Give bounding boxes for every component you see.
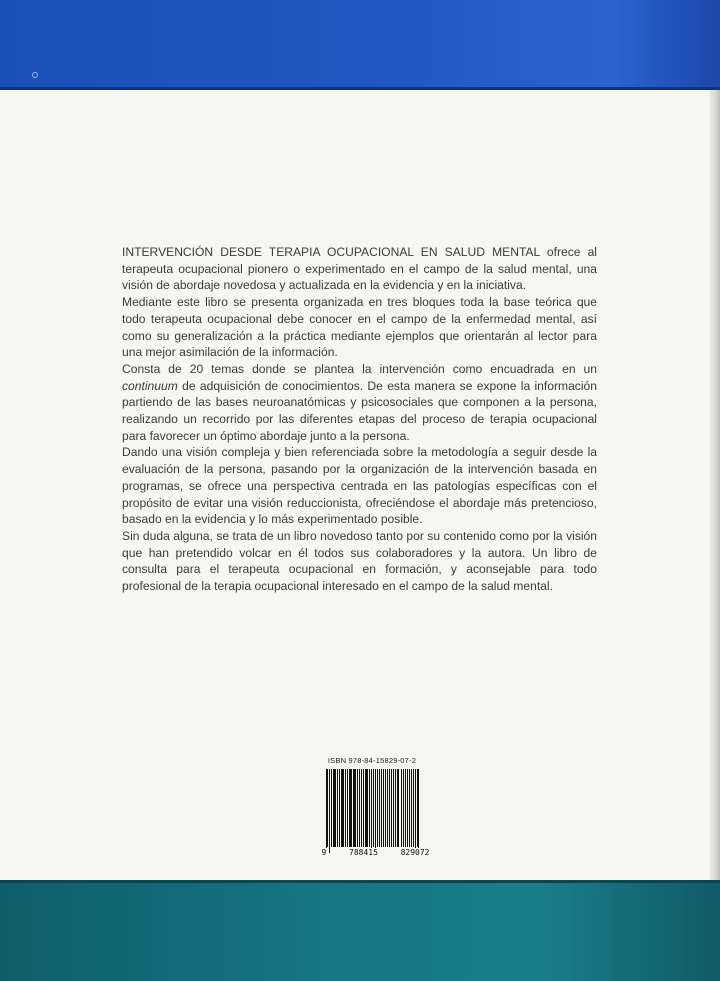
barcode-bars bbox=[326, 769, 421, 853]
barcode-bar bbox=[403, 769, 404, 847]
barcode-bar bbox=[413, 769, 414, 847]
barcode-bar bbox=[391, 769, 392, 847]
barcode-bar bbox=[369, 769, 370, 847]
barcode-bar bbox=[363, 769, 364, 847]
barcode-bar bbox=[341, 769, 342, 847]
barcode-bar bbox=[359, 769, 360, 847]
small-circle-mark bbox=[32, 72, 38, 78]
barcode-bar bbox=[405, 769, 407, 847]
barcode bbox=[321, 769, 430, 861]
barcode-bar bbox=[353, 769, 354, 847]
barcode-bar bbox=[375, 769, 376, 853]
isbn-barcode-block bbox=[312, 756, 432, 861]
barcode-bar bbox=[351, 769, 352, 847]
barcode-bar bbox=[334, 769, 336, 847]
barcode-bar bbox=[415, 769, 416, 853]
blurb-paragraph-3-start: Consta de 20 temas donde se plantea la intervención como encuadrada en un bbox=[122, 361, 597, 376]
barcode-bar bbox=[343, 769, 344, 847]
barcode-bar bbox=[349, 769, 351, 847]
isbn-label: ISBN 978-84-15829-07-2 bbox=[327, 756, 417, 765]
blurb-paragraph-2: Mediante este libro se presenta organizada en tres bloques toda la base teórica que todo terapeuta ocupacional debe conocer en el campo de la enfermedad mental, así como su generalización a la práctica mediante ejemplos que orientarán al lector para una mejor asimilación de la información. bbox=[122, 295, 597, 360]
barcode-bar bbox=[411, 769, 412, 847]
barcode-bar bbox=[398, 769, 399, 847]
barcode-bar bbox=[387, 769, 388, 847]
barcode-bar bbox=[379, 769, 380, 847]
barcode-digits bbox=[321, 848, 431, 857]
barcode-bar bbox=[383, 769, 384, 847]
barcode-bar bbox=[347, 769, 348, 847]
emphasis-continuum: continuum bbox=[122, 378, 178, 393]
blurb-paragraph-1: INTERVENCIÓN DESDE TERAPIA OCUPACIONAL EN SALUD MENTAL ofrece al terapeuta ocupacional pionero o experimentado en el campo de la salud mental, una visión de abordaje novedosa y actualizada en la evidencia y en la iniciativa. bbox=[122, 245, 597, 293]
barcode-bar bbox=[327, 769, 328, 847]
top-color-band bbox=[0, 0, 720, 90]
blurb-paragraph-3-end: de adquisición de conocimientos. De esta manera se expone la información partiendo de las bases neuroanatómicas y psicosociales que componen a la persona, realizando un recorrido por las diferentes etapas del proceso de terapia ocupacional para favorecer un óptimo abordaje junto a la persona. bbox=[122, 378, 597, 443]
cover-spine-edge bbox=[710, 90, 720, 880]
blurb-paragraph-4: Dando una visión compleja y bien referenciada sobre la metodología a seguir desde la evaluación de la persona, pasando por la organización de la intervención basada en programas, se ofrece una perspectiva centrada en las patologías específicas con el propósito de evitar una visión reduccionista, ofreciéndose el abordaje más pretencioso, basado en la evidencia y lo más experimentado posible. bbox=[122, 445, 597, 527]
barcode-digit-first: 9 bbox=[321, 848, 327, 857]
barcode-digit-group-1: 788415 bbox=[349, 848, 378, 857]
bottom-color-band bbox=[0, 880, 720, 981]
barcode-bar bbox=[331, 769, 332, 847]
barcode-bar bbox=[385, 769, 387, 847]
barcode-bar bbox=[366, 769, 368, 847]
barcode-bar bbox=[418, 769, 419, 853]
barcode-bar bbox=[407, 769, 408, 847]
barcode-bar bbox=[395, 769, 396, 847]
blurb-paragraph-3 bbox=[122, 361, 597, 445]
back-cover-blurb bbox=[122, 244, 597, 595]
barcode-digit-group-2: 829072 bbox=[400, 848, 430, 857]
barcode-bar bbox=[355, 769, 356, 847]
barcode-bar bbox=[401, 769, 402, 847]
barcode-bar bbox=[381, 769, 382, 847]
barcode-bar bbox=[371, 769, 372, 853]
barcode-bar bbox=[329, 769, 330, 853]
barcode-bar bbox=[339, 769, 340, 847]
blurb-paragraph-5: Sin duda alguna, se trata de un libro novedoso tanto por su contenido como por la visión que han pretendido volcar en él todos sus colaboradores y la autora. Un libro de consulta para el terapeuta ocupacional en formación, y aconsejable para todo profesional de la terapia ocupacional interesado en el campo de la salud mental. bbox=[122, 528, 597, 594]
